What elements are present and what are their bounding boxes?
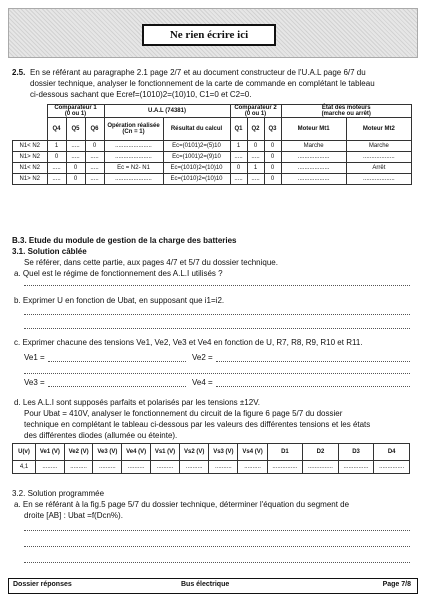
ual-header: U.A.L (74381) xyxy=(104,105,230,118)
cell-ve3[interactable]: .......... xyxy=(93,461,122,474)
cell-q5[interactable]: ..... xyxy=(66,141,85,152)
answer-line[interactable] xyxy=(24,314,410,315)
footer-page: Page 7/8 xyxy=(382,581,411,588)
comparator2-header xyxy=(230,105,281,118)
col-header: Moteur Mt2 xyxy=(346,118,411,141)
cell-q3[interactable]: 0 xyxy=(264,174,281,185)
cell-mt2[interactable]: Arrêt xyxy=(346,163,411,174)
q25-line3: ci-dessous sachant que Ecref=(1010)2=(10)10, C1=0 et C2=0. xyxy=(30,90,252,99)
col-header: Moteur Mt1 xyxy=(281,118,346,141)
cell-mt2[interactable]: ................... xyxy=(346,152,411,163)
comparator2-label: Comparateur 2 xyxy=(234,105,277,111)
comparator1-sub: (0 ou 1) xyxy=(64,111,87,117)
s32-question-a-line1: a. En se référant à la fig.5 page 5/7 du dossier technique, déterminer l'équation du segment de xyxy=(14,500,350,509)
cell-vs4[interactable]: .......... xyxy=(238,461,267,474)
footer-left: Dossier réponses xyxy=(13,581,72,588)
cell-q4[interactable]: 1 xyxy=(47,141,66,152)
cell-q4[interactable]: 0 xyxy=(47,152,66,163)
comparator2-sub: (0 ou 1) xyxy=(244,111,267,117)
header-banner xyxy=(8,8,418,58)
table-ual xyxy=(12,104,412,185)
col-header: D2 xyxy=(303,444,339,461)
motor-state-sub: (marche ou arrêt) xyxy=(321,111,371,117)
cell-q6[interactable]: ..... xyxy=(85,163,104,174)
ve4-label: Ve4 = xyxy=(192,378,213,387)
cell-mt1[interactable]: ................... xyxy=(281,163,346,174)
footer-center: Bus électrique xyxy=(181,581,230,588)
col-header: Vs2 (V) xyxy=(180,444,209,461)
table-voltages xyxy=(12,443,410,474)
cell-operation[interactable]: ...................... xyxy=(104,174,163,185)
cell-q2[interactable]: ..... xyxy=(247,174,264,185)
cell-operation[interactable]: ...................... xyxy=(104,141,163,152)
motor-state-header xyxy=(281,105,412,118)
answer-line[interactable] xyxy=(24,328,410,329)
answer-line[interactable] xyxy=(24,373,410,374)
b3-title: B.3. Etude du module de gestion de la charge des batteries xyxy=(12,236,237,245)
row-label: N1> N2 xyxy=(13,174,48,185)
cell-vs1[interactable]: .......... xyxy=(150,461,179,474)
col-header: Q6 xyxy=(85,118,104,141)
col-header: Ve3 (V) xyxy=(93,444,122,461)
table-row xyxy=(13,152,412,163)
cell-q3[interactable]: 0 xyxy=(264,152,281,163)
cell-result: Ec=(1001)2=(9)10 xyxy=(163,152,230,163)
cell-q3[interactable]: 0 xyxy=(264,163,281,174)
question-d-line1: d. Les A.L.I sont supposés parfaits et polarisés par les tensions ±12V. xyxy=(14,398,261,407)
ve4-answer[interactable] xyxy=(216,386,410,387)
header-title: Ne rien écrire ici xyxy=(142,24,276,46)
col-header: D1 xyxy=(267,444,303,461)
cell-q6[interactable]: ..... xyxy=(85,174,104,185)
s31-title: 3.1. Solution câblée xyxy=(12,247,87,256)
q25-line2: dossier technique, analyser le fonctionnement de la carte de commande en complétant le tableau xyxy=(30,79,375,88)
col-header: Ve4 (V) xyxy=(122,444,151,461)
col-header: Q5 xyxy=(66,118,85,141)
row-label: N1> N2 xyxy=(13,152,48,163)
cell-q4[interactable]: ..... xyxy=(47,163,66,174)
question-c: c. Exprimer chacune des tensions Ve1, Ve2, Ve3 et Ve4 en fonction de U, R7, R8, R9, R10 et R11. xyxy=(14,338,363,347)
cell-q1[interactable]: 0 xyxy=(230,163,247,174)
ve2-answer[interactable] xyxy=(216,361,410,362)
col-header: Vs1 (V) xyxy=(150,444,179,461)
cell-result: Ec=(1010)2=(10)10 xyxy=(163,163,230,174)
cell-q2[interactable]: 0 xyxy=(247,141,264,152)
ve1-label: Ve1 = xyxy=(24,353,45,362)
table-row xyxy=(13,461,410,474)
cell-operation[interactable]: ...................... xyxy=(104,152,163,163)
s32-question-a-line2: droite [AB] : Ubat =f(Dcn%). xyxy=(24,511,123,520)
col-header: D4 xyxy=(374,444,410,461)
col-header: Vs4 (V) xyxy=(238,444,267,461)
cell-vs3[interactable]: .......... xyxy=(209,461,238,474)
ve3-label: Ve3 = xyxy=(24,378,45,387)
question-a: a. Quel est le régime de fonctionnement des A.L.I utilisés ? xyxy=(14,269,223,278)
cell-q4[interactable]: ..... xyxy=(47,174,66,185)
row-label: N1< N2 xyxy=(13,141,48,152)
answer-line[interactable] xyxy=(24,562,410,563)
q25-number: 2.5. xyxy=(12,68,26,77)
cell-u: 4,1 xyxy=(13,461,36,474)
ve2-label: Ve2 = xyxy=(192,353,213,362)
cell-q1[interactable]: ..... xyxy=(230,174,247,185)
footer xyxy=(8,578,418,594)
cell-d4[interactable]: ............... xyxy=(374,461,410,474)
cell-result: Ec=(0101)2=(5)10 xyxy=(163,141,230,152)
question-d-line3: technique en complétant le tableau ci-dessous par les valeurs des différentes tensions et les états xyxy=(24,420,371,429)
motor-state-label: État des moteurs xyxy=(321,105,371,111)
cell-q6[interactable]: ..... xyxy=(85,152,104,163)
cell-q2[interactable]: ..... xyxy=(247,152,264,163)
cell-d3[interactable]: ............... xyxy=(338,461,374,474)
cell-mt1[interactable]: Marche xyxy=(281,141,346,152)
question-b: b. Exprimer U en fonction de Ubat, en supposant que i1=i2. xyxy=(14,296,225,305)
col-header: Q4 xyxy=(47,118,66,141)
cell-operation[interactable]: Ec = N2- N1 xyxy=(104,163,163,174)
cell-q5[interactable]: 0 xyxy=(66,163,85,174)
col-header: Q3 xyxy=(264,118,281,141)
answer-line[interactable] xyxy=(24,530,410,531)
col-header: Résultat du calcul xyxy=(163,118,230,141)
row-label: N1< N2 xyxy=(13,163,48,174)
table-row xyxy=(13,141,412,152)
cell-mt1[interactable]: ................... xyxy=(281,174,346,185)
cell-q6[interactable]: 0 xyxy=(85,141,104,152)
col-header: Vs3 (V) xyxy=(209,444,238,461)
table-corner xyxy=(13,105,48,141)
q25-line1: En se référant au paragraphe 2.1 page 2/7 et au document constructeur de l'U.A.L page 6/7 du xyxy=(30,68,366,77)
cell-mt1[interactable]: ................... xyxy=(281,152,346,163)
cell-q5[interactable]: ..... xyxy=(66,152,85,163)
table-row xyxy=(13,163,412,174)
cell-q5[interactable]: 0 xyxy=(66,174,85,185)
col-header: Q2 xyxy=(247,118,264,141)
col-header: Opération réalisée (Cn = 1) xyxy=(104,118,163,141)
b3-intro: Se référer, dans cette partie, aux pages 4/7 et 5/7 du dossier technique. xyxy=(24,258,278,267)
cell-ve4[interactable]: .......... xyxy=(122,461,151,474)
ve1-answer[interactable] xyxy=(48,361,186,362)
col-header: Ve1 (V) xyxy=(36,444,65,461)
s32-title: 3.2. Solution programmée xyxy=(12,489,105,498)
cell-q3[interactable]: 0 xyxy=(264,141,281,152)
cell-q1[interactable]: ..... xyxy=(230,152,247,163)
answer-line[interactable] xyxy=(24,546,410,547)
table-row xyxy=(13,174,412,185)
comparator1-header xyxy=(47,105,104,118)
cell-d2[interactable]: ............... xyxy=(303,461,339,474)
col-header: Ve2 (V) xyxy=(64,444,93,461)
col-header: Q1 xyxy=(230,118,247,141)
col-header: D3 xyxy=(338,444,374,461)
ve3-answer[interactable] xyxy=(48,386,186,387)
cell-d1[interactable]: ............... xyxy=(267,461,303,474)
question-d-line4: des différentes diodes (allumée ou éteinte). xyxy=(24,431,178,440)
cell-q2[interactable]: 1 xyxy=(247,163,264,174)
cell-ve1[interactable]: ......... xyxy=(36,461,65,474)
question-d-line2: Pour Ubat = 410V, analyser le fonctionnement du circuit de la figure 6 page 5/7 du dossier xyxy=(24,409,343,418)
cell-result: Ec=(1010)2=(10)10 xyxy=(163,174,230,185)
cell-ve2[interactable]: .......... xyxy=(64,461,93,474)
comparator1-label: Comparateur 1 xyxy=(54,105,97,111)
cell-mt2[interactable]: ................... xyxy=(346,174,411,185)
cell-q1[interactable]: 1 xyxy=(230,141,247,152)
answer-line[interactable] xyxy=(24,285,410,286)
cell-vs2[interactable]: .......... xyxy=(180,461,209,474)
col-header: U(v) xyxy=(13,444,36,461)
cell-mt2[interactable]: Marche xyxy=(346,141,411,152)
